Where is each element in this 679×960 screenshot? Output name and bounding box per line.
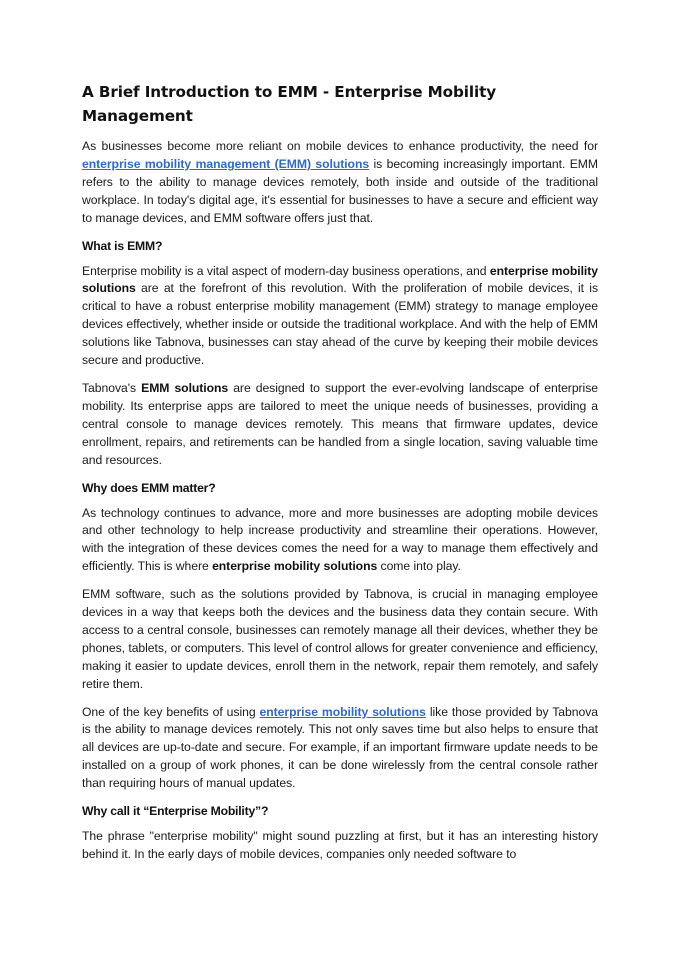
intro-text-after: is becoming increasingly important. EMM refers to the ability to manage devices remotely, both inside and outside of the traditional workplace. In today's digital age, it's essential for businesses to have a secure and efficient way to manage devices, and EMM software offers just that.	[82, 156, 598, 225]
section-heading-why-call-it: Why call it “Enterprise Mobility”?	[82, 804, 269, 819]
text-span: like those provided by Tabnova is the ability to manage devices remotely. This not only saves time but also helps to ensure that all devices are up-to-date and secure. For example, if an important firmware update needs to be installed on a group of work phones, it can be done wirelessly from the central console rather than requiring hours of manual updates.	[82, 704, 598, 791]
enterprise-mobility-solutions-link[interactable]: enterprise mobility solutions	[259, 704, 426, 719]
text-span: are at the forefront of this revolution. With the proliferation of mobile devices, it is critical to have a robust enterprise mobility management (EMM) strategy to manage employee devices effectively, whether inside or outside the traditional workplace. And with the help of EMM solutions like Tabnova, businesses can stay ahead of the curve by keeping their mobile devices secure and productive.	[82, 281, 598, 368]
emm-solutions-link[interactable]: enterprise mobility management (EMM) solutions	[82, 156, 370, 171]
section-heading-why-emm-matters: Why does EMM matter?	[82, 480, 216, 495]
paragraph: The phrase "enterprise mobility" might sound puzzling at first, but it has an interesting history behind it. In the early days of mobile devices, companies only needed software to	[82, 829, 598, 861]
intro-paragraph	[82, 138, 598, 228]
paragraph: EMM software, such as the solutions provided by Tabnova, is crucial in managing employee devices in a way that keeps both the devices and the business data they contain secure. With access to a central console, businesses can remotely manage all their devices, whether they be phones, tablets, or computers. This level of control allows for greater convenience and efficiency, making it easier to update devices, enroll them in the network, repair them remotely, and safely retire them.	[82, 587, 599, 691]
text-span: are designed to support the ever-evolving landscape of enterprise mobility. Its enterprise apps are tailored to meet the unique needs of businesses, providing a central console to manage devices remotely. This means that firmware updates, device enrollment, repairs, and retirements can be handled from a single location, saving valuable time and resources.	[82, 380, 598, 467]
bold-phrase: EMM solutions	[141, 380, 229, 395]
paragraph	[82, 704, 598, 794]
section-heading-what-is-emm: What is EMM?	[82, 238, 163, 253]
intro-text-before: As businesses become more reliant on mobile devices to enhance productivity, the need for	[82, 139, 598, 153]
text-span: Enterprise mobility is a vital aspect of modern-day business operations, and	[82, 263, 490, 278]
text-span: come into play.	[377, 559, 461, 574]
paragraph	[82, 505, 598, 577]
paragraph	[82, 380, 598, 470]
document-title: A Brief Introduction to EMM - Enterprise Mobility Management	[82, 83, 497, 125]
bold-phrase: enterprise mobility solutions	[212, 559, 378, 574]
text-span: As technology continues to advance, more and more businesses are adopting mobile devices and other technology to help increase productivity and streamline their operations. However, with the integration of these devices comes the need for a way to manage them effectively and efficiently. This is where	[82, 505, 598, 574]
text-span: One of the key benefits of using	[82, 704, 260, 719]
paragraph	[82, 263, 598, 370]
bold-phrase: enterprise mobility solutions	[82, 263, 598, 296]
text-span: Tabnova's	[82, 380, 142, 395]
document-page	[82, 80, 598, 874]
